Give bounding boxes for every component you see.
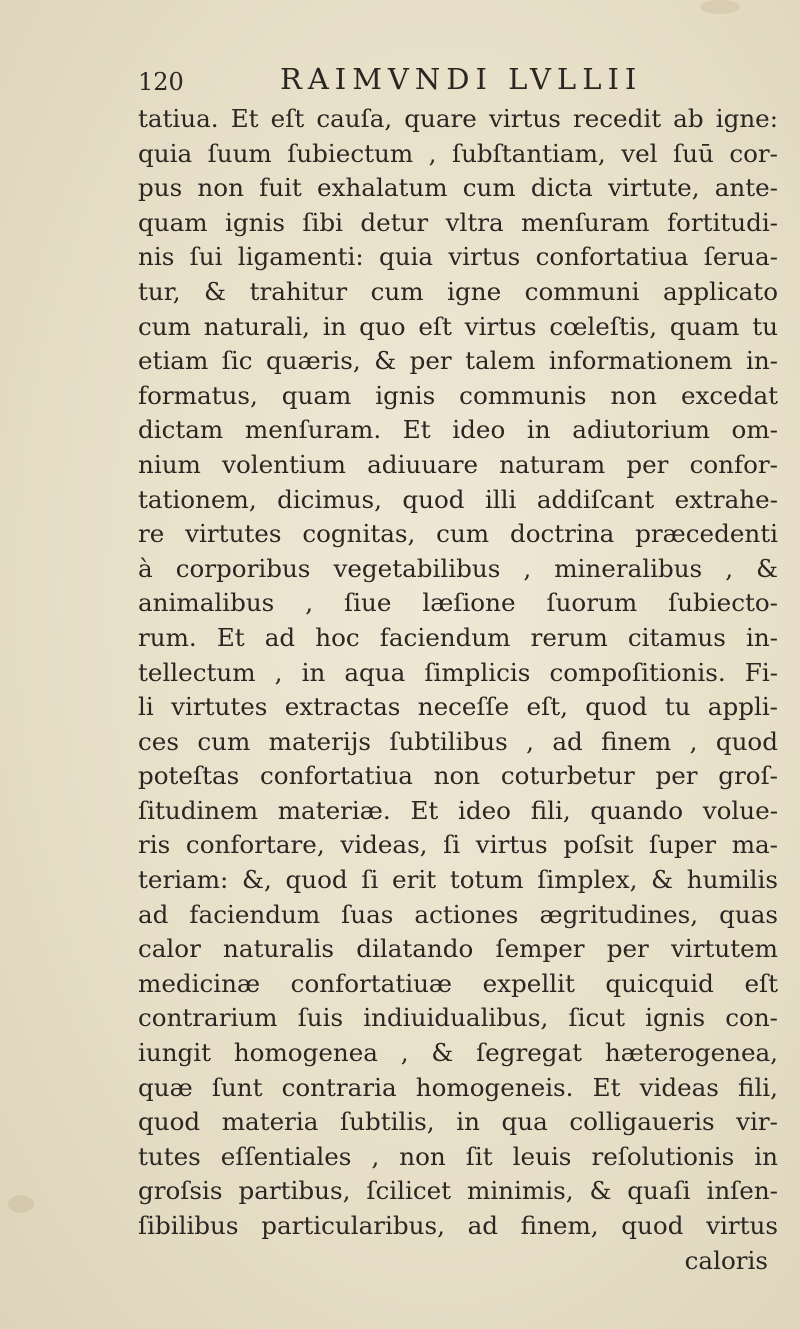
text-line: ces cum materijs ſubtilibus , ad finem , quod: [138, 726, 778, 756]
text-line: quod materia ſubtilis, in qua colligaueris vir-: [138, 1107, 778, 1137]
text-line: formatus, quam ignis communis non excedat: [138, 380, 778, 410]
text-line: ad faciendum ſuas actiones ægritudines, quas: [138, 899, 778, 929]
text-line: nis ſui ligamenti: quia virtus confortatiua ſerua-: [138, 242, 778, 272]
text-line: li virtutes extractas neceſſe eſt, quod tu appli-: [138, 692, 778, 722]
body-text: [138, 102, 778, 1278]
text-line: tutes eſſentiales , non ſit leuis reſolutionis in: [138, 1141, 778, 1171]
text-line: ris confortare, videas, ſi virtus poſsit ſuper ma-: [138, 830, 778, 860]
text-line: iungit homogenea , & ſegregat hæterogenea,: [138, 1038, 778, 1068]
text-line: nium volentium adiuuare naturam per confor-: [138, 449, 778, 479]
text-line: teriam: &, quod ſi erit totum ſimplex, & humilis: [138, 865, 778, 895]
text-line: animalibus , ſiue læſione ſuorum ſubiecto-: [138, 588, 778, 618]
text-line: tellectum , in aqua ſimplicis compoſitionis. Fi-: [138, 657, 778, 687]
paper-stain: [700, 0, 740, 14]
text-line: medicinæ confortatiuæ expellit quicquid eſt: [138, 968, 778, 998]
text-line: poteſtas confortatiua non coturbetur per groſ-: [138, 761, 778, 791]
page-header: [138, 62, 778, 102]
running-head: RAIMVNDI LVLLII: [280, 62, 643, 96]
text-line: tur, & trahitur cum igne communi applicato: [138, 276, 778, 306]
text-line: re virtutes cognitas, cum doctrina præcedenti: [138, 519, 778, 549]
text-line: quæ ſunt contraria homogeneis. Et videas fili,: [138, 1072, 778, 1102]
text-line: pus non fuit exhalatum cum dicta virtute, ante-: [138, 173, 778, 203]
page-number: 120: [138, 68, 184, 96]
text-line: tatiua. Et eſt cauſa, quare virtus recedit ab igne:: [138, 104, 778, 133]
text-line: groſsis partibus, ſcilicet minimis, & quaſi inſen-: [138, 1176, 778, 1206]
text-line: à corporibus vegetabilibus , mineralibus , &: [138, 553, 778, 583]
text-line: ſibilibus particularibus, ad finem, quod virtus: [138, 1211, 778, 1240]
text-line: rum. Et ad hoc faciendum rerum citamus in-: [138, 622, 778, 652]
text-line: dictam menſuram. Et ideo in adiutorium om-: [138, 415, 778, 445]
text-line: quia ſuum ſubiectum , ſubſtantiam, vel ſuū cor-: [138, 138, 778, 168]
text-line: quam ignis ſibi detur vltra menſuram fortitudi-: [138, 207, 778, 237]
paper-stain: [8, 1195, 34, 1213]
text-line: ſitudinem materiæ. Et ideo fili, quando volue-: [138, 795, 778, 825]
text-line: contrarium ſuis indiuidualibus, ſicut ignis con-: [138, 1003, 778, 1033]
text-line: etiam ſic quæris, & per talem informationem in-: [138, 346, 778, 376]
catchword: caloris: [684, 1245, 768, 1275]
text-line: cum naturali, in quo eſt virtus cœleſtis, quam tu: [138, 311, 778, 341]
text-line: calor naturalis dilatando ſemper per virtutem: [138, 934, 778, 964]
text-line: tationem, dicimus, quod illi addiſcant extrahe-: [138, 484, 778, 514]
